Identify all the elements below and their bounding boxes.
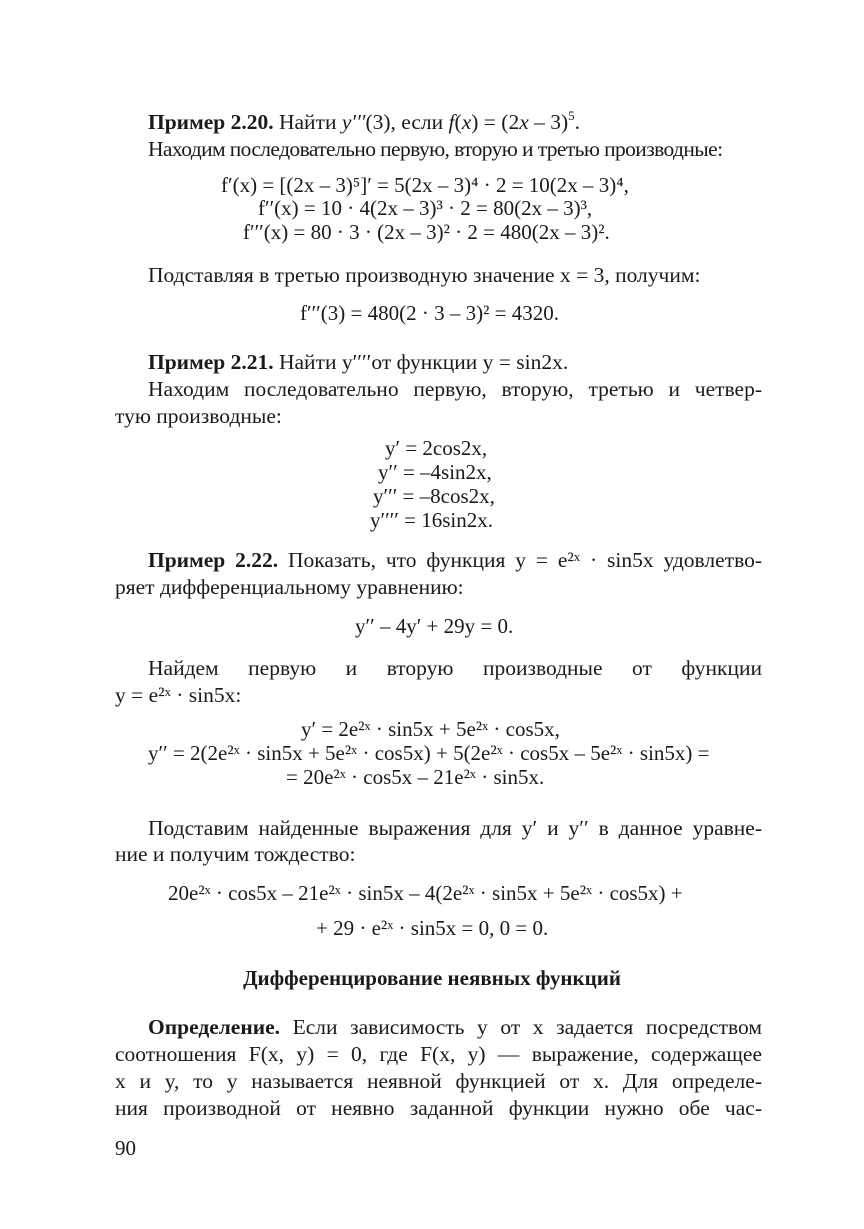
equation: y′′ = –4sin2x, xyxy=(378,460,492,484)
paragraph-line: Найдем первую и вторую производные от функции xyxy=(148,656,762,680)
example-label: Пример 2.22. xyxy=(148,548,279,572)
paragraph-line: тую производные: xyxy=(115,404,282,428)
example-2-22-statement: Пример 2.22. Показать, что функция y = e²ˣ · sin5x удовлетво- xyxy=(148,548,762,572)
equation: y′′′′ = 16sin2x. xyxy=(370,508,493,532)
example-label: Пример 2.21. xyxy=(148,350,274,374)
equation: y′ = 2e²ˣ · sin5x + 5e²ˣ · cos5x, xyxy=(301,717,560,741)
equation: f′′(x) = 10 · 4(2x – 3)³ · 2 = 80(2x – 3)³, xyxy=(258,196,593,220)
paragraph-line: ряет дифференциальному уравнению: xyxy=(115,575,464,599)
equation: = 20e²ˣ · cos5x – 21e²ˣ · sin5x. xyxy=(286,765,545,789)
equation: f′′′(3) = 480(2 · 3 – 3)² = 4320. xyxy=(300,301,559,325)
paragraph-line: ния производной от неявно заданной функции нужно обе час- xyxy=(115,1096,762,1120)
page-number: 90 xyxy=(115,1136,136,1160)
definition-line: Определение. Если зависимость y от x задается посредством xyxy=(148,1015,762,1039)
paragraph-line: Находим последовательно первую, вторую, третью и четвер- xyxy=(148,377,762,401)
example-2-20-statement: Пример 2.20. Найти y′′′(3), если f(x) = (2x – 3)$^5$. xyxy=(148,108,581,134)
paragraph-line: Подставим найденные выражения для y′ и y′′ в данное уравне- xyxy=(148,816,762,840)
equation: y′′ – 4y′ + 29y = 0. xyxy=(355,614,514,638)
example-2-20-text: Находим последовательно первую, вторую и третью производные: xyxy=(148,137,723,161)
paragraph-line: ние и получим тождество: xyxy=(115,842,356,866)
equation: 20e²ˣ · cos5x – 21e²ˣ · sin5x – 4(2e²ˣ · sin5x + 5e²ˣ · cos5x) + xyxy=(168,881,683,905)
paragraph-line: соотношения F(x, y) = 0, где F(x, y) — выражение, содержащее xyxy=(115,1042,762,1066)
equation: + 29 · e²ˣ · sin5x = 0, 0 = 0. xyxy=(316,916,549,940)
paragraph-line: x и y, то y называется неявной функцией от x. Для определе- xyxy=(115,1069,762,1093)
example-label: Пример 2.20. xyxy=(148,110,274,134)
paragraph-line: Подставляя в третью производную значение x = 3, получим: xyxy=(148,263,701,287)
equation: y′′′ = –8cos2x, xyxy=(373,484,495,508)
equation: y′′ = 2(2e²ˣ · sin5x + 5e²ˣ · cos5x) + 5(2e²ˣ · cos5x – 5e²ˣ · sin5x) = xyxy=(148,741,710,765)
definition-label: Определение. xyxy=(148,1015,281,1039)
paragraph-line: y = e²ˣ · sin5x: xyxy=(115,683,242,707)
section-heading: Дифференцирование неявных функций xyxy=(243,966,621,990)
example-2-21-statement: Пример 2.21. Найти y′′′′от функции y = sin2x. xyxy=(148,350,569,374)
equation: f′′′(x) = 80 · 3 · (2x – 3)² · 2 = 480(2x – 3)². xyxy=(243,220,610,244)
equation: f′(x) = [(2x – 3)⁵]′ = 5(2x – 3)⁴ · 2 = 10(2x – 3)⁴, xyxy=(221,173,629,197)
equation: y′ = 2cos2x, xyxy=(385,436,488,460)
